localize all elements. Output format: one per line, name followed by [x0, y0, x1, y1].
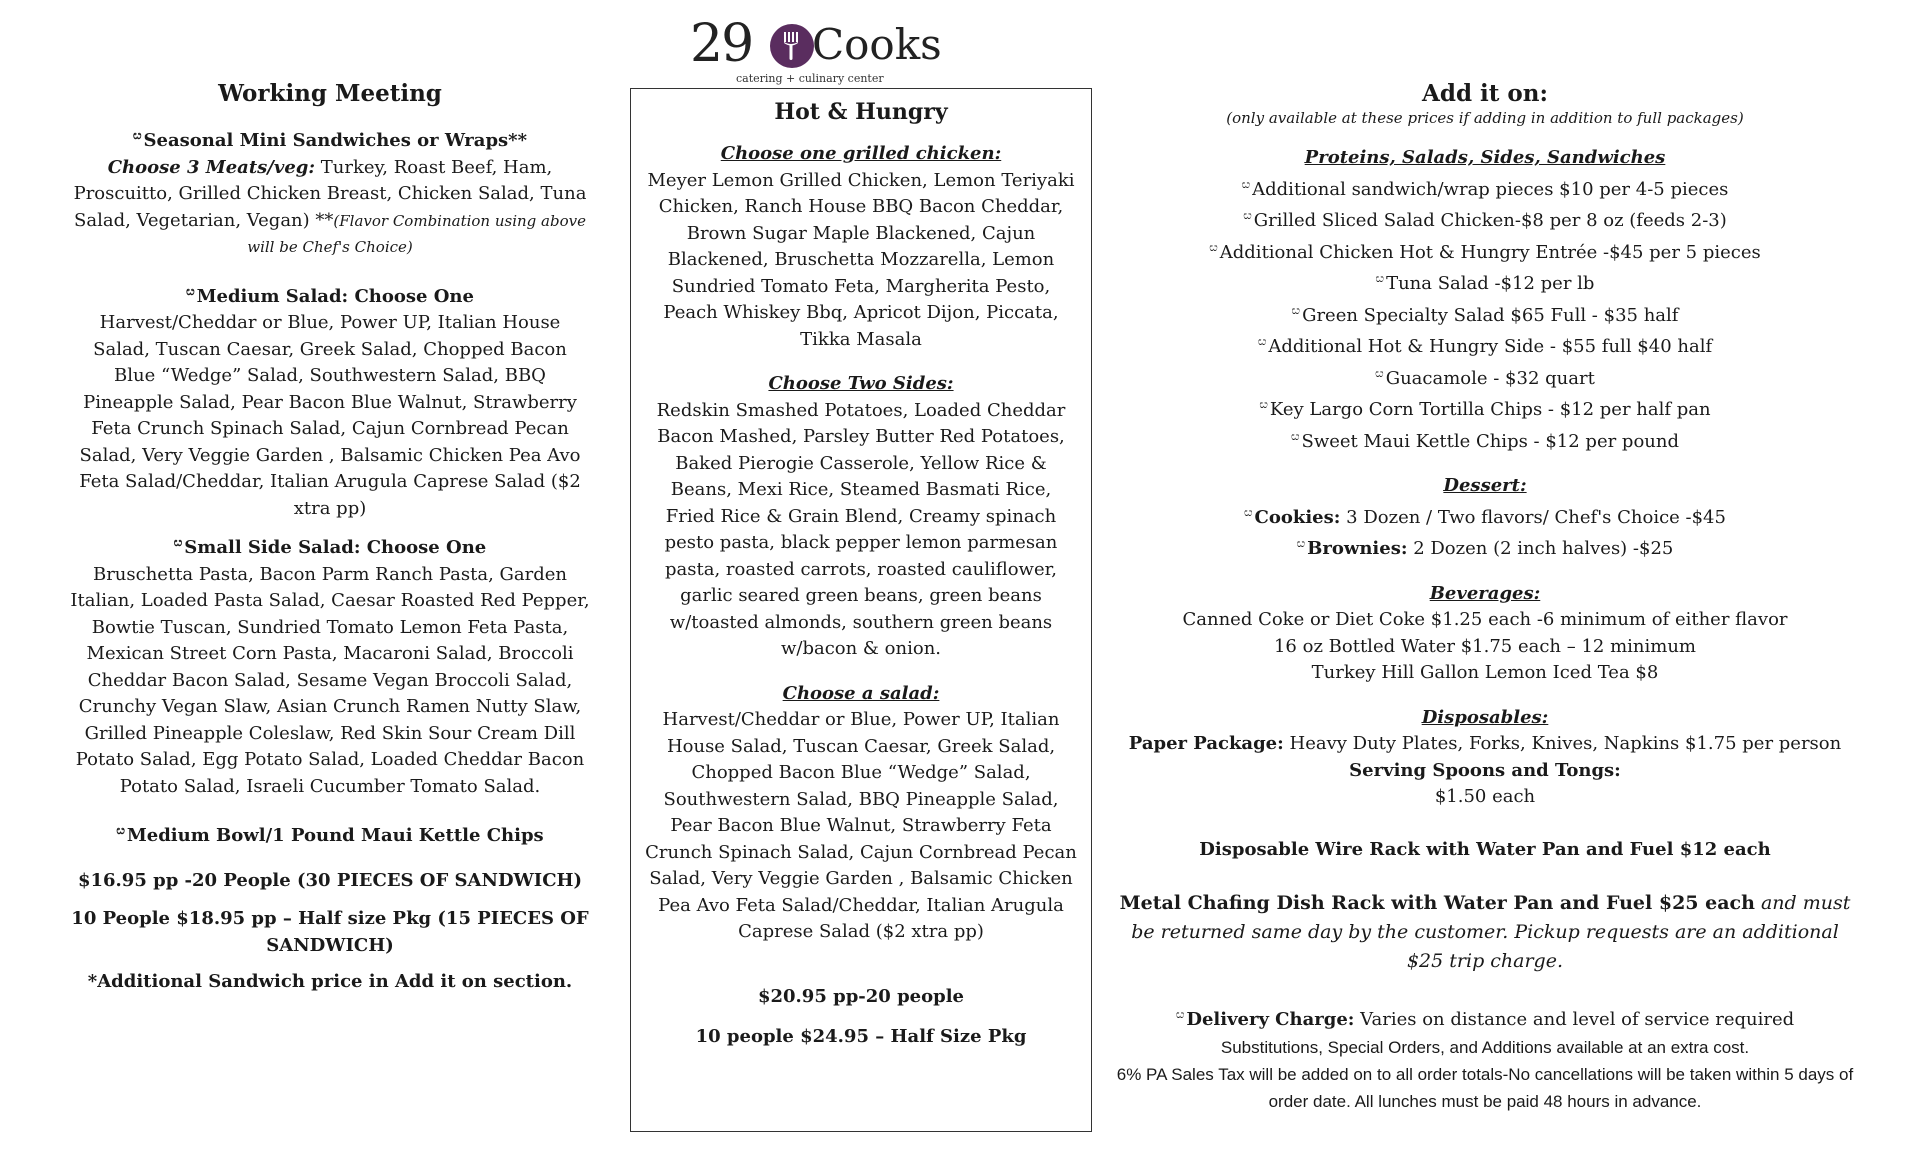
sandwich-section — [70, 123, 590, 261]
salad-title: Choose a salad: — [782, 682, 940, 704]
paper-label: Paper Package: — [1128, 733, 1284, 754]
cookies-text: 3 Dozen / Two flavors/ Chef's Choice -$45 — [1340, 506, 1726, 528]
proteins-item-text: Additional Chicken Hot & Hungry Entrée -$45 per 5 pieces — [1219, 241, 1761, 263]
delivery-label: Delivery Charge: — [1186, 1009, 1355, 1030]
beverages-section — [1115, 581, 1855, 687]
beverage-item: Canned Coke or Diet Coke $1.25 each -6 minimum of either flavor — [1182, 609, 1788, 630]
beverage-item: 16 oz Bottled Water $1.75 each – 12 minimum — [1273, 635, 1696, 657]
leaf-icon: ೞ — [1375, 271, 1385, 286]
proteins-item-text: Key Largo Corn Tortilla Chips - $12 per half pan — [1269, 399, 1711, 420]
logo-number: 29 — [690, 14, 753, 74]
chips-line — [70, 818, 590, 850]
proteins-item-text: Tuna Salad -$12 per lb — [1386, 273, 1595, 294]
price-line-1: $16.95 pp -20 People (30 PIECES OF SANDWICH) — [77, 869, 583, 891]
sandwich-title: Seasonal Mini Sandwiches or Wraps** — [143, 130, 527, 151]
sandwich-body: Turkey, Roast Beef, Ham, Proscuitto, Grilled Chicken Breast, Chicken Salad, Tuna Salad, Vegetarian, Vegan) ** — [73, 156, 587, 231]
price-line-2: 10 People $18.95 pp – Half size Pkg (15 PIECES OF SANDWICH) — [71, 908, 589, 956]
beverage-item: Turkey Hill Gallon Lemon Iced Tea $8 — [1311, 662, 1659, 683]
logo-name: Cooks — [812, 20, 942, 69]
hot-hungry-box — [630, 88, 1092, 1132]
dessert-section — [1115, 473, 1855, 563]
small-salad-section — [70, 530, 590, 800]
leaf-icon: ೞ — [1243, 208, 1252, 223]
working-meeting-title: Working Meeting — [218, 80, 442, 107]
medium-salad-section — [70, 279, 590, 523]
chafing-bold: Metal Chafing Dish Rack with Water Pan and Fuel $25 each — [1119, 892, 1755, 914]
leaf-icon: ೞ — [1296, 536, 1306, 551]
working-meeting-column — [70, 80, 590, 996]
proteins-item-text: Sweet Maui Kettle Chips - $12 per pound — [1301, 430, 1679, 452]
chicken-section — [645, 141, 1077, 353]
proteins-item — [1115, 298, 1855, 330]
disposables-section — [1115, 705, 1855, 811]
leaf-icon: ೞ — [1175, 1007, 1185, 1022]
leaf-icon: ೞ — [133, 128, 142, 143]
proteins-item — [1115, 235, 1855, 267]
proteins-item-text: Additional sandwich/wrap pieces $10 per 4-5 pieces — [1252, 178, 1729, 200]
spoons-label: Serving Spoons and Tongs: — [1349, 759, 1621, 781]
hot-price-1: $20.95 pp-20 people — [757, 985, 965, 1007]
chips-text: Medium Bowl/1 Pound Maui Kettle Chips — [126, 825, 544, 846]
footnote: *Additional Sandwich price in Add it on section. — [87, 971, 573, 992]
leaf-icon: ೞ — [1290, 428, 1300, 444]
proteins-item — [1115, 392, 1855, 424]
leaf-icon: ೞ — [1259, 397, 1268, 412]
add-on-subtitle: (only available at these prices if adding in addition to full packages) — [1226, 109, 1744, 127]
proteins-item-text: Guacamole - $32 quart — [1385, 367, 1595, 389]
beverages-title: Beverages: — [1429, 582, 1541, 604]
add-on-title: Add it on: — [1422, 80, 1548, 107]
spoons-text: $1.50 each — [1434, 786, 1536, 807]
proteins-item-text: Grilled Sliced Salad Chicken-$8 per 8 oz (feeds 2-3) — [1253, 210, 1727, 231]
small-salad-title: Small Side Salad: Choose One — [184, 537, 487, 558]
leaf-icon: ೞ — [1291, 302, 1301, 318]
logo — [690, 10, 942, 90]
leaf-icon: ೞ — [1209, 239, 1218, 255]
salad-section — [645, 681, 1077, 946]
leaf-icon: ೞ — [1375, 365, 1384, 381]
proteins-item — [1115, 266, 1855, 298]
add-it-on-column — [1115, 80, 1855, 1115]
proteins-item — [1115, 172, 1855, 204]
leaf-icon: ೞ — [116, 823, 125, 838]
sides-section — [645, 371, 1077, 663]
hot-hungry-title: Hot & Hungry — [774, 99, 948, 125]
chicken-body: Meyer Lemon Grilled Chicken, Lemon Teriyaki Chicken, Ranch House BBQ Bacon Cheddar, Brown Sugar Maple Blackened, Cajun Blackened, Bruschetta Mozzarella, Lemon Sundried Tomato Feta, Margherita Pesto, Peach Whiskey Bbq, Apricot Dijon, Piccata, Tikka Masala — [647, 169, 1075, 350]
substitutions-line: Substitutions, Special Orders, and Additions available at an extra cost. — [1220, 1037, 1750, 1057]
chafing-italic: and must be returned same day by the customer. Pickup requests are an additional $25 trip charge. — [1131, 892, 1851, 972]
brownies-text: 2 Dozen (2 inch halves) -$25 — [1407, 538, 1674, 559]
paper-text: Heavy Duty Plates, Forks, Knives, Napkins $1.75 per person — [1283, 733, 1842, 754]
disposables-title: Disposables: — [1421, 706, 1549, 728]
sides-body: Redskin Smashed Potatoes, Loaded Cheddar Bacon Mashed, Parsley Butter Red Potatoes, Baked Pierogie Casserole, Yellow Rice & Beans, Mexi Rice, Steamed Basmati Rice, Fried Rice & Grain Blend, Creamy spinach pesto pasta, black pepper lemon parmesan pasta, roasted carrots, roasted cauliflower, garlic seared green beans, green beans w/toasted almonds, southern green beans w/bacon & onion. — [656, 399, 1066, 659]
proteins-item-text: Additional Hot & Hungry Side - $55 full $40 half — [1268, 336, 1713, 357]
leaf-icon: ೞ — [186, 283, 195, 299]
tax-line: 6% PA Sales Tax will be added on to all order totals-No cancellations will be taken within 5 days of order date. All lunches must be paid 48 hours in advance. — [1116, 1064, 1854, 1111]
fork-icon — [770, 24, 814, 68]
brownies-label: Brownies: — [1307, 538, 1408, 559]
chafing-line — [1115, 889, 1855, 976]
logo-tagline: catering + culinary center — [736, 72, 884, 85]
proteins-item-text: Green Specialty Salad $65 Full - $35 half — [1302, 304, 1679, 326]
proteins-item — [1115, 424, 1855, 456]
chicken-title: Choose one grilled chicken: — [720, 143, 1002, 164]
wire-rack-line: Disposable Wire Rack with Water Pan and Fuel $12 each — [1199, 838, 1771, 860]
proteins-item — [1115, 329, 1855, 361]
medium-salad-body: Harvest/Cheddar or Blue, Power UP, Italian House Salad, Tuscan Caesar, Greek Salad, Chopped Bacon Blue “Wedge” Salad, Southwestern Salad, BBQ Pineapple Salad, Pear Bacon Blue Walnut, Strawberry Feta Crunch Spinach Salad, Cajun Cornbread Pecan Salad, Very Veggie Garden , Balsamic Chicken Pea Avo Feta Salad/Cheddar, Italian Arugula Caprese Salad ($2 xtra pp) — [79, 312, 581, 519]
sides-title: Choose Two Sides: — [768, 373, 954, 394]
leaf-icon: ೞ — [173, 535, 183, 550]
medium-salad-title: Medium Salad: Choose One — [196, 285, 474, 307]
sandwich-lead: Choose 3 Meats/veg: — [107, 156, 316, 178]
delivery-text: Varies on distance and level of service required — [1354, 1009, 1795, 1030]
sandwich-note: (Flavor Combination using above will be Chef's Choice) — [247, 211, 586, 256]
proteins-section — [1115, 145, 1855, 455]
hot-price-2: 10 people $24.95 – Half Size Pkg — [695, 1026, 1027, 1047]
cookies-label: Cookies: — [1254, 506, 1341, 528]
proteins-title: Proteins, Salads, Sides, Sandwiches — [1304, 147, 1666, 168]
leaf-icon: ೞ — [1244, 504, 1253, 520]
delivery-line — [1115, 1002, 1855, 1034]
leaf-icon: ೞ — [1241, 176, 1251, 192]
dessert-title: Dessert: — [1443, 475, 1527, 496]
leaf-icon: ೞ — [1257, 334, 1267, 349]
proteins-item — [1115, 361, 1855, 393]
small-salad-body: Bruschetta Pasta, Bacon Parm Ranch Pasta, Garden Italian, Loaded Pasta Salad, Caesar Roasted Red Pepper, Bowtie Tuscan, Sundried Tomato Lemon Feta Pasta, Mexican Street Corn Pasta, Macaroni Salad, Broccoli Cheddar Bacon Salad, Sesame Vegan Broccoli Salad, Crunchy Vegan Slaw, Asian Crunch Ramen Nutty Slaw, Grilled Pineapple Coleslaw, Red Skin Sour Cream Dill Potato Salad, Egg Potato Salad, Loaded Cheddar Bacon Potato Salad, Israeli Cucumber Tomato Salad. — [70, 563, 590, 797]
salad-body: Harvest/Cheddar or Blue, Power UP, Italian House Salad, Tuscan Caesar, Greek Salad, Chopped Bacon Blue “Wedge” Salad, Southwestern Salad, BBQ Pineapple Salad, Pear Bacon Blue Walnut, Strawberry Feta Crunch Spinach Salad, Cajun Cornbread Pecan Salad, Very Veggie Garden , Balsamic Chicken Pea Avo Feta Salad/Cheddar, Italian Arugula Caprese Salad ($2 xtra pp) — [645, 709, 1077, 942]
proteins-item — [1115, 203, 1855, 235]
